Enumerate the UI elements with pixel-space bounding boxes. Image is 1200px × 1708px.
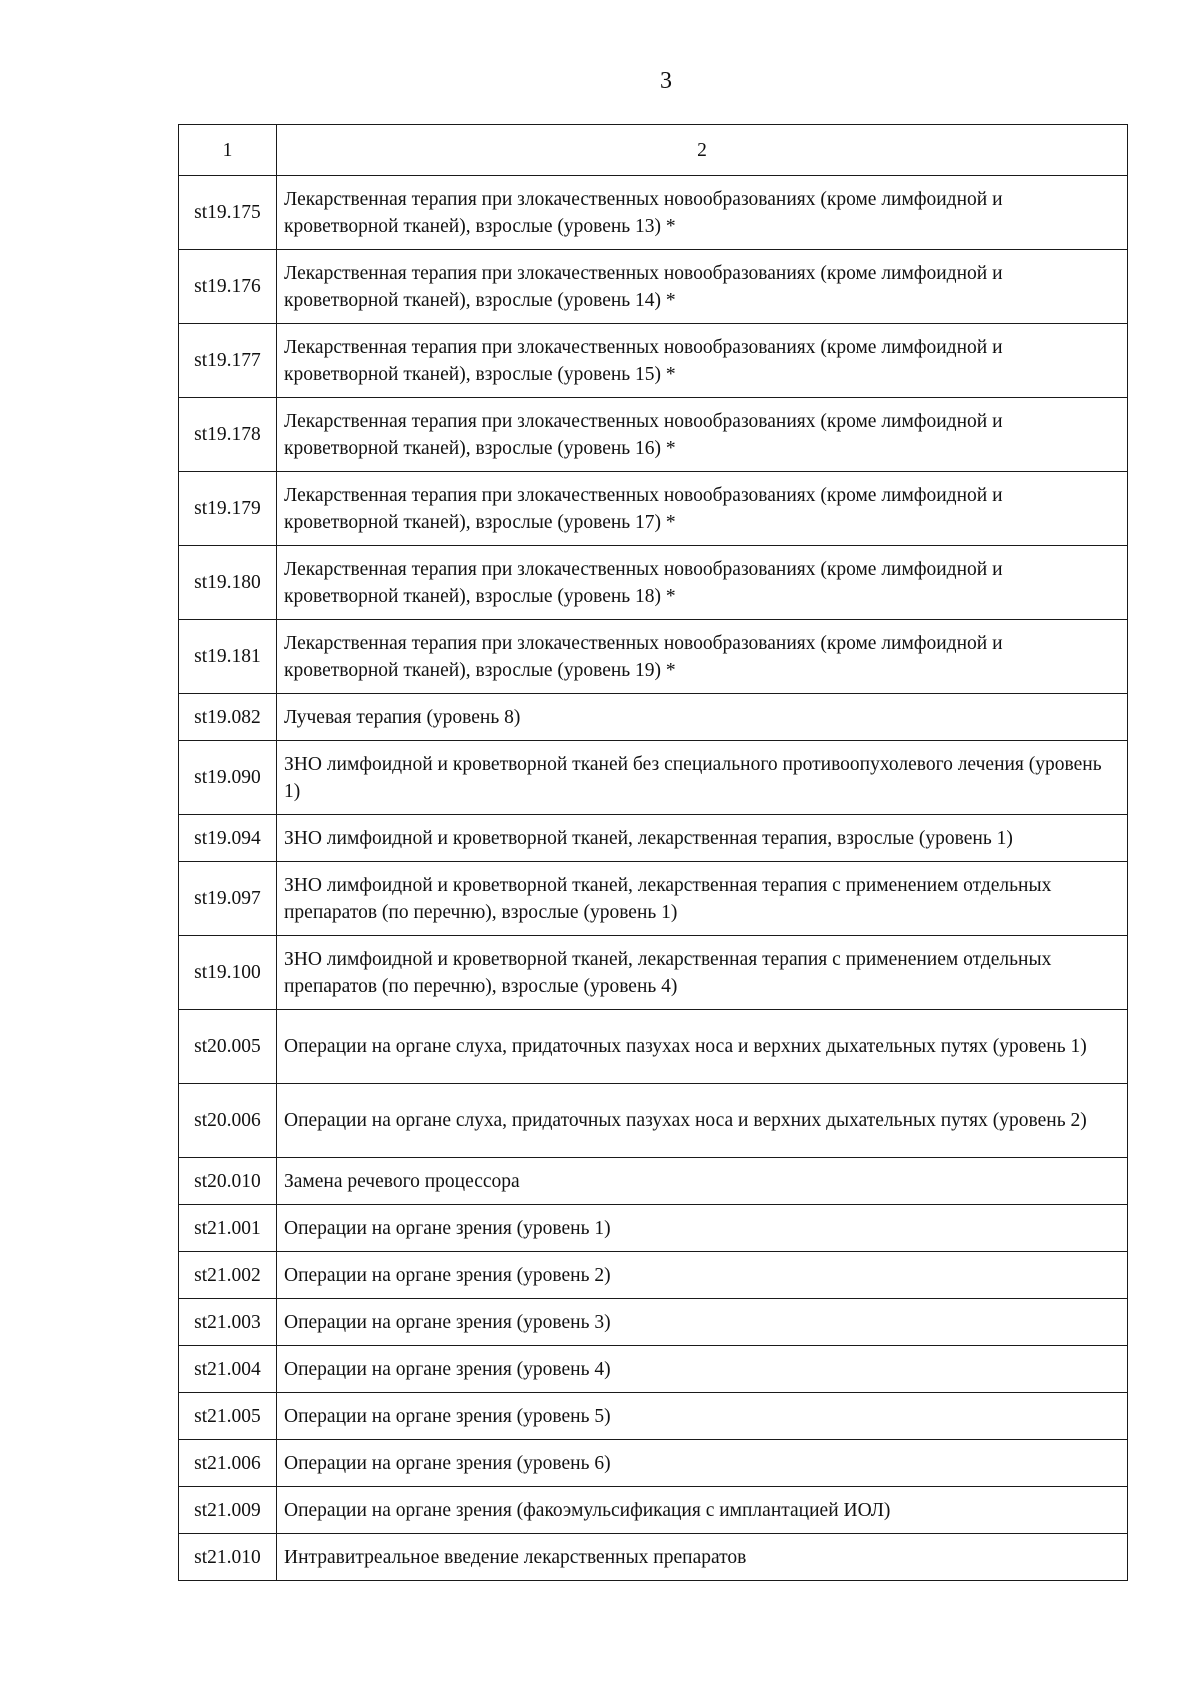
table-row	[179, 176, 1128, 250]
row-description: Операции на органе зрения (уровень 6)	[277, 1440, 1128, 1487]
row-code: st21.010	[179, 1534, 277, 1581]
row-code: st20.005	[179, 1010, 277, 1084]
header-cell-description: 2	[277, 125, 1128, 176]
row-description: Лекарственная терапия при злокачественных новообразованиях (кроме лимфоидной и кроветворной тканей), взрослые (уровень 13) *	[277, 176, 1128, 250]
row-code: st19.090	[179, 741, 277, 815]
row-code: st19.094	[179, 815, 277, 862]
table-row	[179, 741, 1128, 815]
row-code: st19.097	[179, 862, 277, 936]
header-cell-code: 1	[179, 125, 277, 176]
table-row	[179, 324, 1128, 398]
row-description: Лекарственная терапия при злокачественных новообразованиях (кроме лимфоидной и кроветворной тканей), взрослые (уровень 19) *	[277, 620, 1128, 694]
row-code: st21.003	[179, 1299, 277, 1346]
row-code: st19.179	[179, 472, 277, 546]
row-code: st19.177	[179, 324, 277, 398]
row-description: Операции на органе зрения (уровень 2)	[277, 1252, 1128, 1299]
row-description: Интравитреальное введение лекарственных препаратов	[277, 1534, 1128, 1581]
table-row	[179, 1084, 1128, 1158]
table-row	[179, 1010, 1128, 1084]
row-description: Операции на органе зрения (уровень 3)	[277, 1299, 1128, 1346]
row-description: Лекарственная терапия при злокачественных новообразованиях (кроме лимфоидной и кроветворной тканей), взрослые (уровень 18) *	[277, 546, 1128, 620]
row-code: st19.181	[179, 620, 277, 694]
row-code: st19.082	[179, 694, 277, 741]
row-code: st20.006	[179, 1084, 277, 1158]
table-row	[179, 1158, 1128, 1205]
row-description: Операции на органе зрения (уровень 5)	[277, 1393, 1128, 1440]
table-row	[179, 1346, 1128, 1393]
row-code: st19.180	[179, 546, 277, 620]
row-description: Лекарственная терапия при злокачественных новообразованиях (кроме лимфоидной и кроветворной тканей), взрослые (уровень 17) *	[277, 472, 1128, 546]
table-row	[179, 250, 1128, 324]
table-row	[179, 1299, 1128, 1346]
row-code: st19.178	[179, 398, 277, 472]
table-body	[179, 125, 1128, 1581]
page-number: 3	[660, 68, 672, 94]
row-code: st21.001	[179, 1205, 277, 1252]
table-row	[179, 620, 1128, 694]
table-row	[179, 1487, 1128, 1534]
row-description: Замена речевого процессора	[277, 1158, 1128, 1205]
row-description: ЗНО лимфоидной и кроветворной тканей, лекарственная терапия с применением отдельных препаратов (по перечню), взрослые (уровень 1)	[277, 862, 1128, 936]
row-description: ЗНО лимфоидной и кроветворной тканей, лекарственная терапия, взрослые (уровень 1)	[277, 815, 1128, 862]
row-code: st21.009	[179, 1487, 277, 1534]
row-description: ЗНО лимфоидной и кроветворной тканей, лекарственная терапия с применением отдельных препаратов (по перечню), взрослые (уровень 4)	[277, 936, 1128, 1010]
table-row	[179, 694, 1128, 741]
row-code: st19.176	[179, 250, 277, 324]
row-code: st20.010	[179, 1158, 277, 1205]
row-code: st21.002	[179, 1252, 277, 1299]
row-code: st21.004	[179, 1346, 277, 1393]
row-code: st19.175	[179, 176, 277, 250]
table-row	[179, 815, 1128, 862]
tariff-table	[178, 124, 1128, 1581]
row-description: Лучевая терапия (уровень 8)	[277, 694, 1128, 741]
row-description: Операции на органе слуха, придаточных пазухах носа и верхних дыхательных путях (уровень 2)	[277, 1084, 1128, 1158]
row-description: Операции на органе зрения (уровень 1)	[277, 1205, 1128, 1252]
table-row	[179, 862, 1128, 936]
row-description: Операции на органе зрения (уровень 4)	[277, 1346, 1128, 1393]
table-row	[179, 936, 1128, 1010]
table-row	[179, 1252, 1128, 1299]
table-row	[179, 546, 1128, 620]
row-code: st19.100	[179, 936, 277, 1010]
table-row	[179, 1393, 1128, 1440]
table-header-row	[179, 125, 1128, 176]
row-description: Лекарственная терапия при злокачественных новообразованиях (кроме лимфоидной и кроветворной тканей), взрослые (уровень 14) *	[277, 250, 1128, 324]
table-row	[179, 1205, 1128, 1252]
row-description: Операции на органе зрения (факоэмульсификация с имплантацией ИОЛ)	[277, 1487, 1128, 1534]
row-code: st21.006	[179, 1440, 277, 1487]
row-code: st21.005	[179, 1393, 277, 1440]
table-row	[179, 398, 1128, 472]
table-row	[179, 1440, 1128, 1487]
table-row	[179, 1534, 1128, 1581]
table-row	[179, 472, 1128, 546]
row-description: Операции на органе слуха, придаточных пазухах носа и верхних дыхательных путях (уровень 1)	[277, 1010, 1128, 1084]
row-description: Лекарственная терапия при злокачественных новообразованиях (кроме лимфоидной и кроветворной тканей), взрослые (уровень 16) *	[277, 398, 1128, 472]
row-description: Лекарственная терапия при злокачественных новообразованиях (кроме лимфоидной и кроветворной тканей), взрослые (уровень 15) *	[277, 324, 1128, 398]
row-description: ЗНО лимфоидной и кроветворной тканей без специального противоопухолевого лечения (уровень 1)	[277, 741, 1128, 815]
